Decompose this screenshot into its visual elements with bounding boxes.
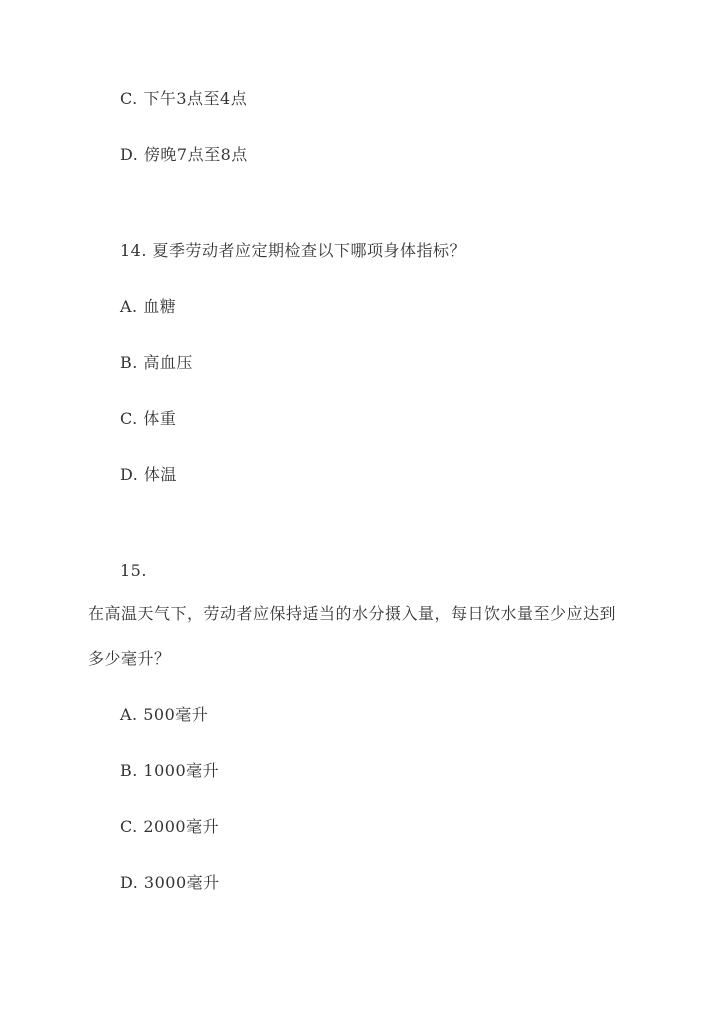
option-d: D. 体温 [120,465,177,484]
option-b: B. 1000毫升 [120,761,220,780]
question-stem-line-2: 多少毫升？ [88,649,171,668]
option-d: D. 傍晚7点至8点 [120,145,248,164]
option-d: D. 3000毫升 [120,873,220,892]
question-stem: 14. 夏季劳动者应定期检查以下哪项身体指标？ [120,241,467,260]
option-a: A. 血糖 [120,297,177,316]
option-c: C. 2000毫升 [120,817,220,836]
question-stem-line-1: 在高温天气下，劳动者应保持适当的水分摄入量，每日饮水量至少应达到 [88,604,617,623]
option-b: B. 高血压 [120,353,193,372]
option-c: C. 体重 [120,409,177,428]
question-number: 15. [120,561,147,580]
option-a: A. 500毫升 [120,705,209,724]
option-c: C. 下午3点至4点 [120,89,248,108]
